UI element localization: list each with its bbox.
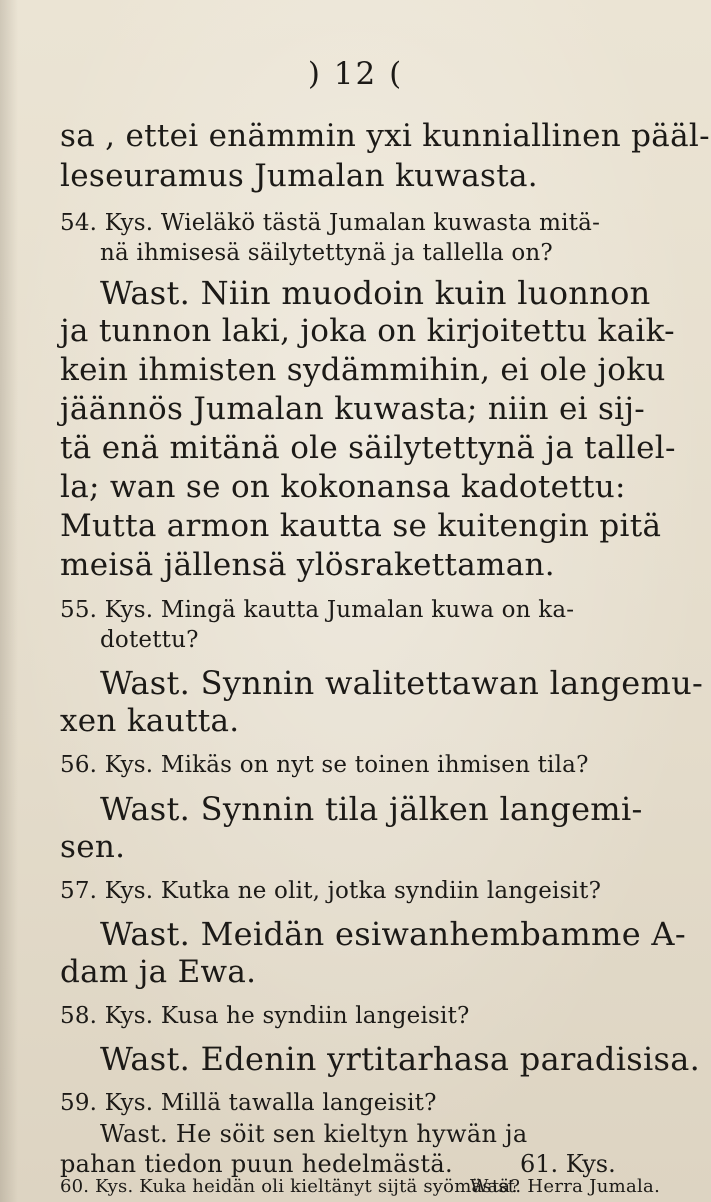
answer-54-line: Wast. Niin muodoin kuin luonnon	[100, 274, 651, 312]
text-line: sa , ettei enämmin yxi kunniallinen pääl-	[60, 118, 710, 154]
text-line: leseuramus Jumalan kuwasta.	[60, 158, 538, 194]
question-56-line: 56. Kys. Mikäs on nyt se toinen ihmisen tila?	[60, 752, 589, 778]
text-line: xen kautta.	[60, 703, 240, 739]
text-line: pahan tiedon puun hedelmästä.	[60, 1150, 453, 1178]
text-line: meisä jällensä ylösrakettaman.	[60, 547, 555, 583]
question-54-line: 54. Kys. Wieläkö tästä Jumalan kuwasta mitä-	[60, 210, 601, 236]
question-55-line: dotettu?	[100, 627, 199, 653]
text-line: ja tunnon laki, joka on kirjoitettu kaik-	[60, 313, 675, 349]
question-60-line: 60. Kys. Kuka heidän oli kieltänyt sijtä syömästä?	[60, 1176, 521, 1197]
answer-56-line: Wast. Synnin tila jälken langemi-	[100, 790, 643, 828]
answer-55-line: Wast. Synnin walitettawan langemu-	[100, 664, 704, 702]
answer-57-line: Wast. Meidän esiwanhembamme A-	[100, 915, 686, 953]
question-57-line: 57. Kys. Kutka ne olit, jotka syndiin langeisit?	[60, 878, 602, 904]
text-line: jäännös Jumalan kuwasta; niin ei sij-	[60, 391, 646, 427]
answer-60-line: Wast. Herra Jumala.	[470, 1176, 661, 1197]
page-number-header: ) 12 (	[307, 56, 404, 92]
answer-59-line: Wast. He söit sen kieltyn hywän ja	[100, 1120, 528, 1148]
text-line: kein ihmisten sydämmihin, ei ole joku	[60, 352, 666, 388]
question-58-line: 58. Kys. Kusa he syndiin langeisit?	[60, 1003, 470, 1029]
text-line: dam ja Ewa.	[60, 954, 257, 990]
text-line: sen.	[60, 829, 126, 865]
text-line: tä enä mitänä ole säilytettynä ja tallel-	[60, 430, 676, 466]
answer-58-line: Wast. Edenin yrtitarhasa paradisisa.	[100, 1040, 701, 1078]
catchword: 61. Kys.	[520, 1150, 616, 1178]
question-54-line: nä ihmisesä säilytettynä ja tallella on?	[100, 240, 553, 266]
text-line: la; wan se on kokonansa kadotettu:	[60, 469, 626, 505]
question-59-line: 59. Kys. Millä tawalla langeisit?	[60, 1090, 437, 1116]
question-55-line: 55. Kys. Mingä kautta Jumalan kuwa on ka-	[60, 597, 575, 623]
text-line: Mutta armon kautta se kuitengin pitä	[60, 508, 662, 544]
